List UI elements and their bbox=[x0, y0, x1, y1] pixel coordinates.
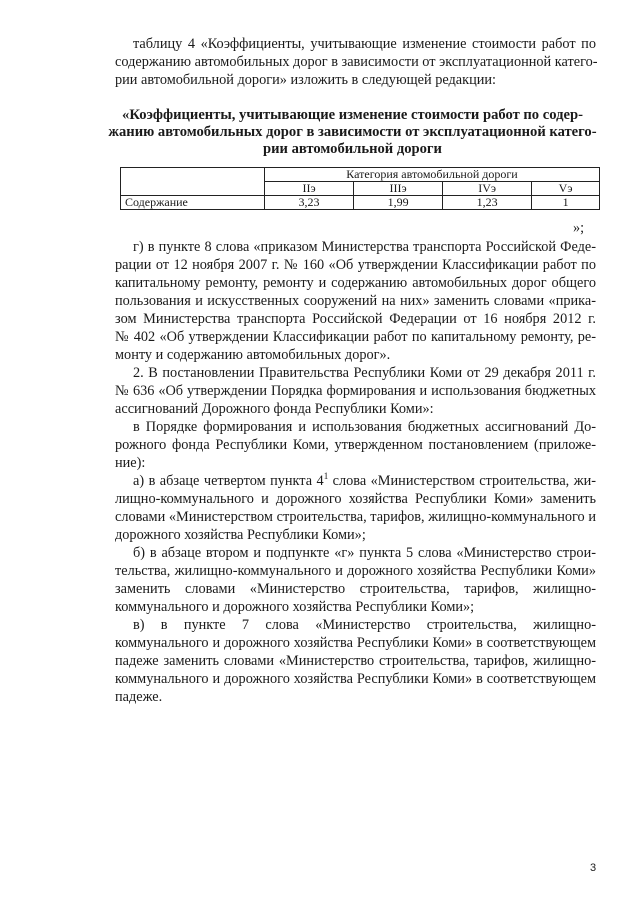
intro-line: таблицу 4 «Коэффициенты, учитывающие изменение стоимости работ по bbox=[133, 36, 596, 52]
intro-line: содержанию автомобильных дорог в зависимости от эксплуатационной катего- bbox=[115, 54, 598, 70]
table-header-row bbox=[121, 168, 600, 182]
paragraph-line: 2. В постановлении Правительства Республики Коми от 29 декабря 2011 г. bbox=[133, 365, 596, 381]
paragraph-line: зом Министерства транспорта Российской Федерации от 16 ноября 2012 г. bbox=[115, 311, 596, 327]
table-heading-line: рии автомобильной дороги bbox=[263, 141, 442, 157]
category-group-header: Категория автомобильной дороги bbox=[265, 168, 600, 182]
column-header: IVэ bbox=[443, 182, 532, 196]
paragraph-line: словами «Министерством строительства, тарифов, жилищно-коммунального и bbox=[115, 509, 596, 525]
column-header: IIIэ bbox=[354, 182, 443, 196]
paragraph-line: лищно-коммунального и дорожного хозяйства Республики Коми» заменить bbox=[115, 491, 596, 507]
table-row bbox=[121, 196, 600, 210]
paragraph-line: тельства, жилищно-коммунального и дорожного хозяйства Республики Коми» bbox=[115, 563, 596, 579]
paragraph-line: дорожного хозяйства Республики Коми»; bbox=[115, 527, 366, 543]
intro-line: рии автомобильной дороги» изложить в следующей редакции: bbox=[115, 72, 496, 88]
end-quote: »; bbox=[573, 220, 585, 236]
table-cell: 1,23 bbox=[443, 196, 532, 210]
paragraph-line: в Порядке формирования и использования бюджетных ассигнований До- bbox=[133, 419, 596, 435]
paragraph-text: слова «Министерством строительства, жи- bbox=[328, 473, 597, 489]
paragraph-line: рации от 12 ноября 2007 г. № 160 «Об утверждении Классификации работ по bbox=[115, 257, 596, 273]
superscript: 1 bbox=[323, 471, 329, 482]
paragraph-line: № 636 «Об утверждении Порядка формирования и использования бюджетных bbox=[115, 383, 596, 399]
paragraph-line bbox=[133, 472, 596, 490]
table-heading-line: жанию автомобильных дорог в зависимости от эксплуатационной катего- bbox=[108, 124, 597, 140]
paragraph-line: пользования и искусственных сооружений на них» заменить словами «прика- bbox=[115, 293, 596, 309]
paragraph-line: г) в пункте 8 слова «приказом Министерства транспорта Российской Феде- bbox=[133, 239, 596, 255]
table-corner-cell bbox=[121, 168, 265, 196]
paragraph-text: а) в абзаце четвертом пункта 4 bbox=[133, 473, 324, 489]
table-cell: 3,23 bbox=[265, 196, 354, 210]
coefficient-table bbox=[120, 167, 600, 210]
paragraph-line: рожного фонда Республики Коми, утвержденном постановлением (приложе- bbox=[115, 437, 596, 453]
paragraph-line: ние): bbox=[115, 455, 146, 471]
paragraph-line: падеже. bbox=[115, 689, 163, 705]
table-cell: 1,99 bbox=[354, 196, 443, 210]
paragraph-line: б) в абзаце втором и подпункте «г» пункта 5 слова «Министерство строи- bbox=[133, 545, 596, 561]
column-header: Vэ bbox=[532, 182, 600, 196]
row-label: Содержание bbox=[121, 196, 265, 210]
paragraph-line: в) в пункте 7 слова «Министерство строительства, жилищно- bbox=[133, 617, 596, 633]
paragraph-line: падеже заменить словами «Министерство строительства, тарифов, жилищно- bbox=[115, 653, 596, 669]
paragraph-line: заменить словами «Министерство строительства, тарифов, жилищно- bbox=[115, 581, 596, 597]
paragraph-line: ассигнований Дорожного фонда Республики Коми»: bbox=[115, 401, 434, 417]
table-cell: 1 bbox=[532, 196, 600, 210]
column-header: IIэ bbox=[265, 182, 354, 196]
paragraph-line: монту и содержанию автомобильных дорог». bbox=[115, 347, 391, 363]
page-number: 3 bbox=[590, 862, 597, 874]
paragraph-line: коммунального и дорожного хозяйства Республики Коми» в соответствующем bbox=[115, 671, 596, 687]
table-heading-line: «Коэффициенты, учитывающие изменение стоимости работ по содер- bbox=[122, 107, 583, 123]
paragraph-line: коммунального и дорожного хозяйства Республики Коми» в соответствующем bbox=[115, 635, 596, 651]
paragraph-line: коммунального и дорожного хозяйства Республики Коми»; bbox=[115, 599, 475, 615]
paragraph-line: капитальному ремонту, ремонту и содержанию автомобильных дорог общего bbox=[115, 275, 596, 291]
paragraph-line: № 402 «Об утверждении Классификации работ по капитальному ремонту, ре- bbox=[115, 329, 596, 345]
